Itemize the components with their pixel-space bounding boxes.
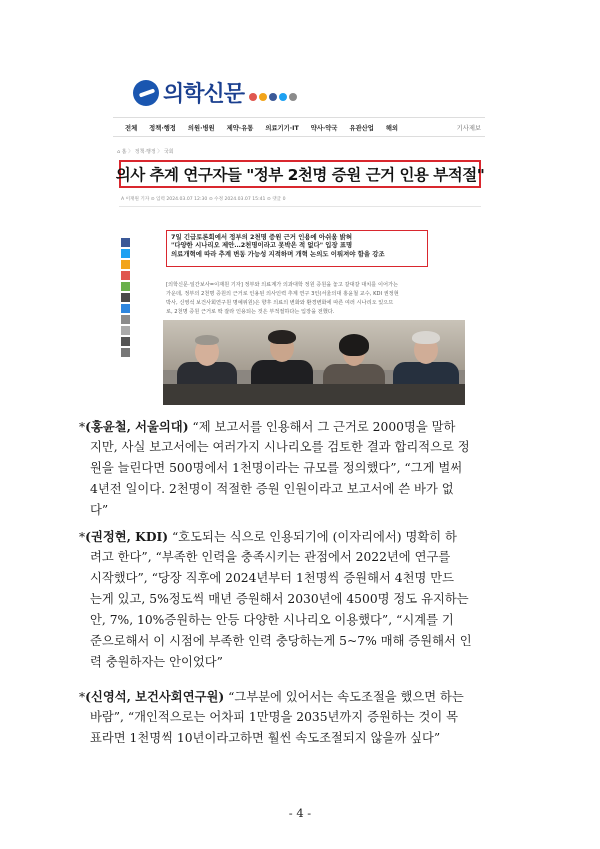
nav-report-link: 기사제보 bbox=[456, 124, 481, 132]
quote-block-3 bbox=[79, 686, 520, 749]
lead-line: 박사, 신영석 보건사회연구원 명예위원)은 향후 의료의 변화와 환경변화에 따른 여러 시나리오 있으므 bbox=[166, 300, 394, 306]
quote-block-2 bbox=[79, 526, 520, 673]
social-share-icon[interactable] bbox=[269, 93, 277, 101]
site-nav bbox=[113, 117, 485, 137]
quote-line: 려고 한다”, “부족한 인력을 충족시키는 관점에서 2022년에 연구를 bbox=[90, 550, 451, 564]
quote-line: 표라면 1천명씩 10년이라고하면 훨씬 속도조절되지 않을까 싶다” bbox=[90, 731, 441, 745]
news-article-screenshot bbox=[113, 55, 485, 405]
quote-text: “그부분에 있어서는 속도조절을 했으면 하는 bbox=[224, 690, 464, 704]
bullet-marker: * bbox=[79, 690, 86, 704]
lead-line: 로, 2천명 증원 근거로 딱 잘라 인용되는 것은 부적절하다는 입장을 전했다. bbox=[166, 309, 335, 315]
divider bbox=[119, 206, 481, 207]
quote-line bbox=[79, 416, 520, 437]
article-headline: 의사 추계 연구자들 "정부 2천명 증원 근거 인용 부적절" bbox=[115, 166, 485, 184]
quote-line: 지만, 사실 보고서에는 여러가지 시나리오를 검토한 결과 합리적으로 정 bbox=[90, 440, 470, 454]
bullet-marker: * bbox=[79, 420, 86, 434]
speaker-name: (권정현, KDI) bbox=[85, 529, 169, 544]
page-number: - 4 - bbox=[288, 806, 312, 820]
nav-item[interactable]: 의료기기·IT bbox=[265, 124, 299, 132]
breadcrumb: ⌂ 홈 〉 정책·행정 〉 국회 bbox=[117, 149, 174, 155]
nav-item[interactable]: 유관산업 bbox=[349, 124, 374, 132]
publisher-logo bbox=[133, 77, 297, 108]
nav-item[interactable]: 전체 bbox=[125, 124, 138, 132]
share-icon[interactable] bbox=[121, 304, 130, 313]
quote-line: 원을 늘린다면 500명에서 1천명이라는 규모를 정의했다”, “그게 벌써 bbox=[90, 461, 463, 475]
quote-line: 준으로해서 이 시점에 부족한 인력 충당하는게 5~7% 매해 증원해서 인 bbox=[90, 634, 472, 648]
quote-line: 4년전 일이다. 2천명이 적절한 증원 인원이라고 보고서에 쓴 바가 없 bbox=[90, 482, 454, 496]
logo-emblem-icon bbox=[133, 80, 159, 106]
social-share-icon[interactable] bbox=[259, 93, 267, 101]
speaker-name: (신영석, 보건사회연구원) bbox=[85, 689, 225, 704]
nav-item[interactable]: 해외 bbox=[385, 124, 398, 132]
share-icon[interactable] bbox=[121, 271, 130, 280]
social-share-icon[interactable] bbox=[249, 93, 257, 101]
subheadline-box bbox=[166, 230, 428, 267]
social-share-icon[interactable] bbox=[289, 93, 297, 101]
nav-item[interactable]: 정책·행정 bbox=[149, 124, 176, 132]
quote-line: 안, 7%, 10%증원하는 안등 다양한 시나리오 이용했다”, “시계를 기 bbox=[90, 613, 454, 627]
quote-line: 력 충원하자는 안이었다” bbox=[90, 655, 223, 669]
speaker-name: (홍윤철, 서울의대) bbox=[85, 419, 189, 434]
quote-line: 는게 있고, 5%정도씩 매년 증원해서 2030년에 4500명 정도 유지하는 bbox=[90, 592, 469, 606]
share-icon[interactable] bbox=[121, 238, 130, 247]
nav-item[interactable]: 약사·약국 bbox=[310, 124, 338, 132]
share-icon[interactable] bbox=[121, 315, 130, 324]
quote-text: “호도되는 식으로 인용되기에 (이자리에서) 명확히 하 bbox=[168, 530, 457, 544]
article-meta: A 이재원 기자 ⊙ 입력 2024.03.07 12:30 ⊙ 수정 2024.03.07 15:41 ⊙ 댓글 0 bbox=[121, 197, 286, 202]
headline-highlight-box bbox=[115, 160, 485, 188]
share-icon[interactable] bbox=[121, 282, 130, 291]
quote-block-1 bbox=[79, 416, 520, 521]
share-icon[interactable] bbox=[121, 326, 130, 335]
quote-line: 다” bbox=[90, 503, 109, 517]
lead-line: 가운데, 정부의 2천명 증원의 근거로 인용된 의사인력 추계 연구 3인(서울의대 홍윤철 교수, KDI 권정현 bbox=[166, 291, 399, 297]
subheadline: 7일 긴급토론회에서 정부의 2천명 증원 근거 인용에 아쉬움 밝혀 bbox=[171, 233, 353, 241]
nav-item[interactable]: 의원·병원 bbox=[187, 124, 215, 132]
panel-photo bbox=[163, 320, 465, 405]
nav-item[interactable]: 제약·유통 bbox=[226, 124, 254, 132]
share-icon[interactable] bbox=[121, 348, 130, 357]
article-lead bbox=[166, 281, 464, 317]
social-share-icon[interactable] bbox=[279, 93, 287, 101]
panel-table bbox=[163, 384, 465, 405]
social-icons bbox=[249, 93, 297, 101]
share-icon[interactable] bbox=[121, 293, 130, 302]
quote-line: 시작했다”, “당장 직후에 2024년부터 1천명씩 증원해서 4천명 만드 bbox=[90, 571, 454, 585]
share-icon[interactable] bbox=[121, 260, 130, 269]
logo-text: 의학신문 bbox=[163, 82, 245, 107]
quote-line bbox=[79, 526, 520, 547]
share-sidebar bbox=[121, 238, 130, 357]
share-icon[interactable] bbox=[121, 337, 130, 346]
quote-line: 바람”, “개인적으로는 어차피 1만명을 2035년까지 증원하는 것이 목 bbox=[90, 710, 459, 724]
share-icon[interactable] bbox=[121, 249, 130, 258]
lead-line: [의학신문·일간보사=이재원 기자] 정부와 의료계가 의과대학 정원 증원을 놓고 갈대갈 대치를 이어가는 bbox=[166, 282, 398, 288]
quote-text: “제 보고서를 인용해서 그 근거로 2000명을 말하 bbox=[188, 420, 456, 434]
bullet-marker: * bbox=[79, 530, 86, 544]
subheadline: 의료개혁에 따라 추계 변동 가능성 지적하며 개혁 논의도 이뤄져야 함을 강조 bbox=[171, 249, 385, 258]
quote-line bbox=[79, 686, 520, 707]
subheadline: "다양한 시나리오 제안…2천명이라고 못박은 적 없다" 입장 표명 bbox=[171, 241, 353, 250]
